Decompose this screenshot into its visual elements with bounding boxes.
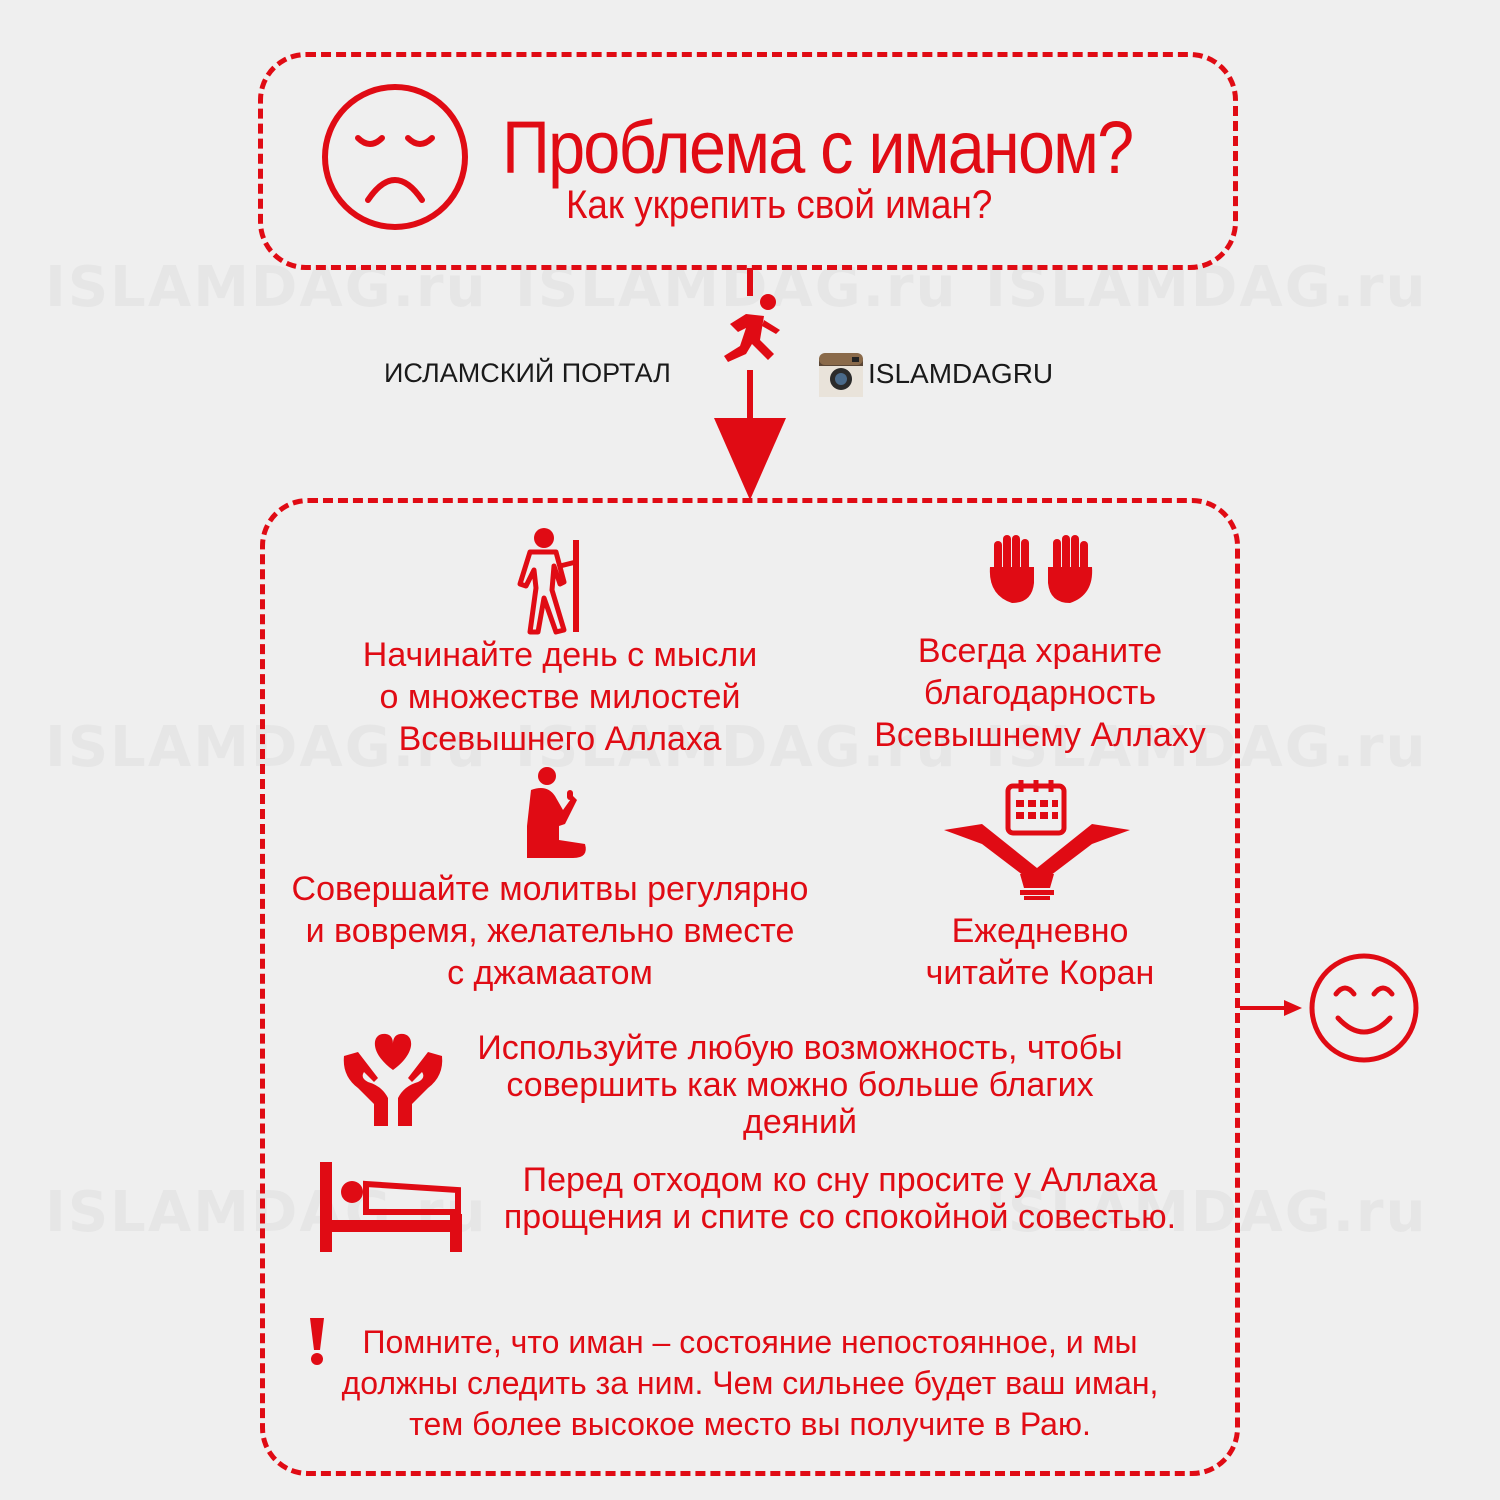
running-man-icon	[716, 292, 786, 372]
tip-text: Используйте любую возможность, чтобы совершить как можно больше благих деяний	[477, 1029, 1123, 1141]
praying-person-icon	[523, 766, 593, 861]
bed-icon	[318, 1162, 468, 1252]
tip-text: Начинайте день с мысли о множестве милостей Всевышнего Аллаха	[362, 636, 758, 758]
tip-text: Ежедневно читайте Коран	[925, 912, 1155, 992]
instagram-handle[interactable]: ISLAMDAGRU	[868, 358, 1054, 389]
raised-hands-icon	[986, 533, 1096, 605]
instagram-icon	[818, 352, 864, 398]
quran-stand-icon	[942, 820, 1132, 900]
sad-face-icon	[320, 82, 470, 232]
tip-text: Перед отходом ко сну просите у Аллаха прощения и спите со спокойной совестью.	[503, 1161, 1177, 1236]
reminder-note: Помните, что иман – состояние непостоянное, и мы должны следить за ним. Чем сильнее будет ваш иман, тем более высокое место вы получите в Раю.	[341, 1324, 1159, 1442]
hiker-icon	[514, 526, 594, 636]
happy-face-icon	[1308, 952, 1420, 1064]
heart-hands-icon	[338, 1030, 448, 1130]
page-title: Проблема с иманом?	[502, 106, 1133, 189]
right-arrow-icon	[1240, 998, 1304, 1018]
portal-label: ИСЛАМСКИЙ ПОРТАЛ	[384, 358, 671, 388]
page-subtitle: Как укрепить свой иман?	[566, 183, 993, 227]
tip-text: Совершайте молитвы регулярно и вовремя, желательно вместе с джамаатом	[291, 870, 809, 992]
tip-text: Всегда храните благодарность Всевышнему Аллаху	[874, 632, 1206, 754]
